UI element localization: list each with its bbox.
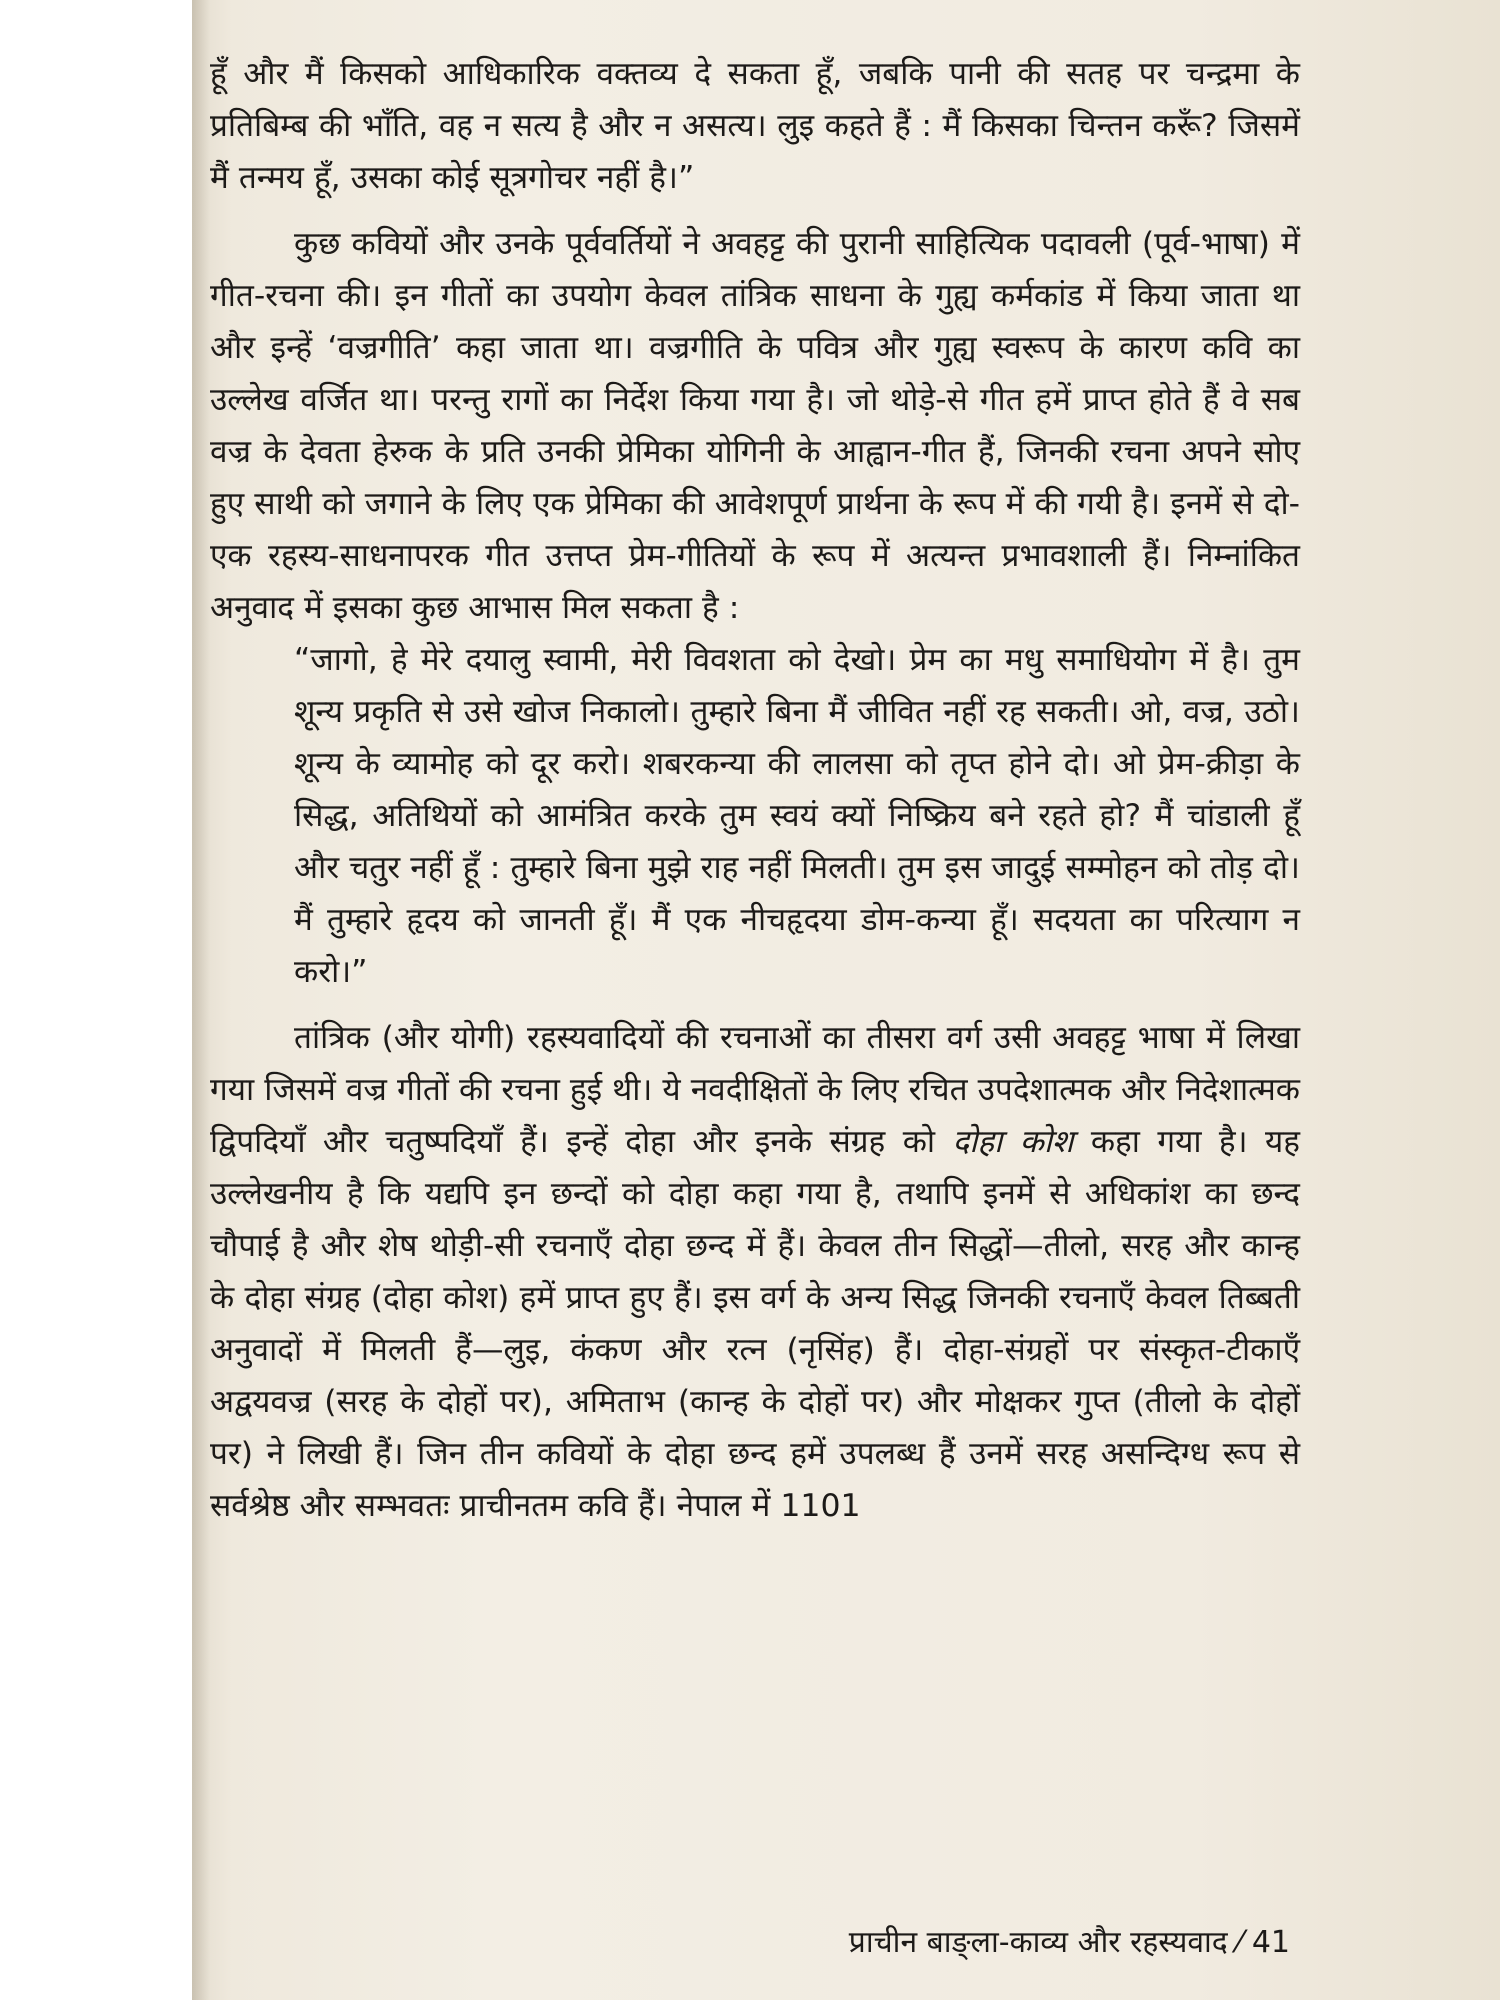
left-margin (0, 0, 192, 2000)
paragraph-doha-kosh (210, 1012, 1300, 1532)
paragraph-continuation: हूँ और मैं किसको आधिकारिक वक्तव्य दे सकता हूँ, जबकि पानी की सतह पर चन्द्रमा के प्रतिबिम्ब की भाँति, वह न सत्य है और न असत्य। लुइ कहते हैं : मैं किसका चिन्तन करूँ? जिसमें मैं तन्मय हूँ, उसका कोई सूत्रगोचर नहीं है।” (210, 56, 1300, 196)
quoted-translation: “जागो, हे मेरे दयालु स्वामी, मेरी विवशता को देखो। प्रेम का मधु समाधियोग में है। तुम शून्य प्रकृति से उसे खोज निकालो। तुम्हारे बिना मैं जीवित नहीं रह सकती। ओ, वज्र, उठो। शून्य के व्यामोह को दूर करो। शबरकन्या की लालसा को तृप्त होने दो। ओ प्रेम-क्रीड़ा के सिद्ध, अतिथियों को आमंत्रित करके तुम स्वयं क्यों निष्क्रिय बने रहते हो? मैं चांडाली हूँ और चतुर नहीं हूँ : तुम्हारे बिना मुझे राह नहीं मिलती। तुम इस जादुई सम्मोहन को तोड़ दो। मैं तुम्हारे हृदय को जानती हूँ। मैं एक नीचहृदया डोम-कन्या हूँ। सदयता का परित्याग न करो।” (294, 642, 1300, 990)
binding-shadow (192, 0, 210, 2000)
running-footer: प्राचीन बाङ्ला-काव्य और रहस्यवाद ⁄ 41 (848, 1925, 1290, 1960)
body-text (210, 48, 1300, 1532)
paragraph-doha-kosh-before: तांत्रिक (और योगी) रहस्यवादियों की रचनाओं का तीसरा वर्ग उसी अवहट्ट भाषा में लिखा गया जिसमें वज्र गीतों की रचना हुई थी। ये नवदीक्षितों के लिए रचित उपदेशात्मक और निदेशात्मक द्विपदियाँ और चतुष्पदियाँ हैं। इन्हें दोहा और इनके संग्रह को (210, 1020, 1300, 1160)
paragraph-vajragiti: कुछ कवियों और उनके पूर्ववर्तियों ने अवहट्ट की पुरानी साहित्यिक पदावली (पूर्व-भाषा) में गीत-रचना की। इन गीतों का उपयोग केवल तांत्रिक साधना के गुह्य कर्मकांड में किया जाता था और इन्हें ‘वज्रगीति’ कहा जाता था। वज्रगीति के पवित्र और गुह्य स्वरूप के कारण कवि का उल्लेख वर्जित था। परन्तु रागों का निर्देश किया गया है। जो थोड़े-से गीत हमें प्राप्त होते हैं वे सब वज्र के देवता हेरुक के प्रति उनकी प्रेमिका योगिनी के आह्वान-गीत हैं, जिनकी रचना अपने सोए हुए साथी को जगाने के लिए एक प्रेमिका की आवेशपूर्ण प्रार्थना के रूप में की गयी है। इनमें से दो-एक रहस्य-साधनापरक गीत उत्तप्त प्रेम-गीतियों के रूप में अत्यन्त प्रभावशाली हैं। निम्नांकित अनुवाद में इसका कुछ आभास मिल सकता है : (210, 226, 1300, 626)
italic-term-doha-kosh: दोहा कोश (952, 1124, 1074, 1160)
paragraph-doha-kosh-after: कहा गया है। यह उल्लेखनीय है कि यद्यपि इन छन्दों को दोहा कहा गया है, तथापि इनमें से अधिकांश का छन्द चौपाई है और शेष थोड़ी-सी रचनाएँ दोहा छन्द में हैं। केवल तीन सिद्धों—तीलो, सरह और कान्ह के दोहा संग्रह (दोहा कोश) हमें प्राप्त हुए हैं। इस वर्ग के अन्य सिद्ध जिनकी रचनाएँ केवल तिब्बती अनुवादों में मिलती हैं—लुइ, कंकण और रत्न (नृसिंह) हैं। दोहा-संग्रहों पर संस्कृत-टीकाएँ अद्वयवज्र (सरह के दोहों पर), अमिताभ (कान्ह के दोहों पर) और मोक्षकर गुप्त (तीलो के दोहों पर) ने लिखी हैं। जिन तीन कवियों के दोहा छन्द हमें उपलब्ध हैं उनमें सरह असन्दिग्ध रूप से सर्वश्रेष्ठ और सम्भवतः प्राचीनतम कवि हैं। नेपाल में 1101 (210, 1124, 1300, 1524)
